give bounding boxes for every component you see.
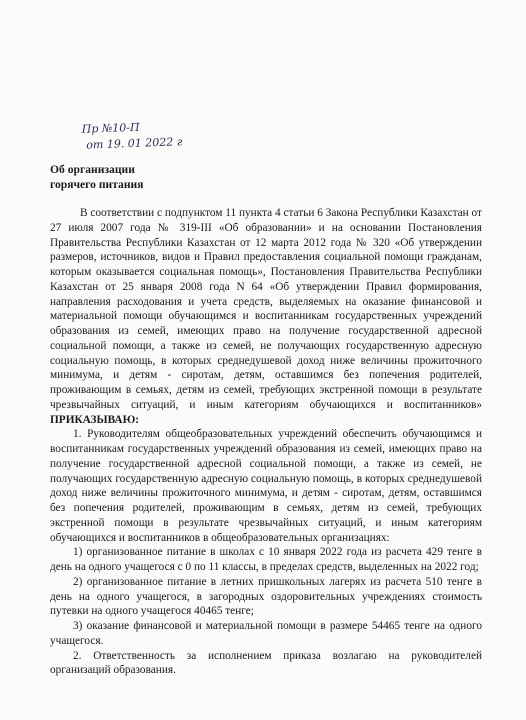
order-number: Пр №10-П [81,120,140,136]
preamble-paragraph [50,206,482,427]
order-date: от 19. 01 2022 г [86,135,183,152]
title-line-1: Об организации [50,163,135,176]
subitem-3-paragraph: 3) оказание финансовой и материальной помощи в размере 54465 тенге на одного учащегося. [50,620,482,647]
subitem-1-paragraph: 1) организованное питание в школах с 10 января 2022 года из расчета 429 тенге в день на одного учащегося с 0 по 11 классы, в пределах средств, выделенных на 2022 год; [50,546,482,573]
handwritten-registration-note [81,118,182,153]
preamble-text: В соответствии с подпунктом 11 пункта 4 статьи 6 Закона Республики Казахстан от 27 июля 2007 года № 319-III «Об образовании» и на основании Постановления Правительства Республики Казахстан от 12 марта 2012 года № 320 «Об утверждении размеров, источников, видов и Правил предоставления социальной помощи гражданам, которым оказывается социальная помощь», Постановления Правительства Республики Казахстан от 25 января 2008 года N 64 «Об утверждении Правил формирования, направления расходования и учета средств, выделяемых на оказание финансовой и материальной помощи обучающимся и воспитанникам государственных учреждений образования из семей, имеющих право на получение государственной адресной социальной помощи, а также из семей, не получающих государственную адресную социальную помощь, в которых среднедушевой доход ниже величины прожиточного минимума, и детям - сиротам, детям, оставшимся без попечения родителей, проживающим в семьях, детям из семей, требующих экстренной помощи в результате чрезвычайных ситуаций, и иным категориям обучающихся и воспитанников» [50,207,482,411]
subitem-2-paragraph: 2) организованное питание в летних пришкольных лагерях из расчета 510 тенге в день на одного учащегося, в загородных оздоровительных учреждениях стоимость путевки на одного учащегося 40465 тенге; [50,575,482,618]
item-2-paragraph: 2. Ответственность за исполнением приказа возлагаю на руководителей организаций образования. [50,649,482,677]
order-keyword: ПРИКАЗЫВАЮ: [50,413,140,426]
document-body [50,206,482,678]
document-title [50,162,143,192]
item-1-paragraph: 1. Руководителям общеобразовательных учреждений обеспечить обучающимся и воспитанникам государственных учреждений образования из семей, имеющих право на получение государственной адресной социальной помощи, а также из семей, не получающих государственную адресную социальную помощь, в которых среднедушевой доход ниже величины прожиточного минимума, и детям - сиротам, детям, оставшимся без попечения родителей, проживающим в семьях, детям из семей, требующих экстренной помощи в результате чрезвычайных ситуаций, и иным категориям обучающихся и воспитанников в общеобразовательных организациях: [50,428,482,544]
title-line-2: горячего питания [50,178,144,191]
